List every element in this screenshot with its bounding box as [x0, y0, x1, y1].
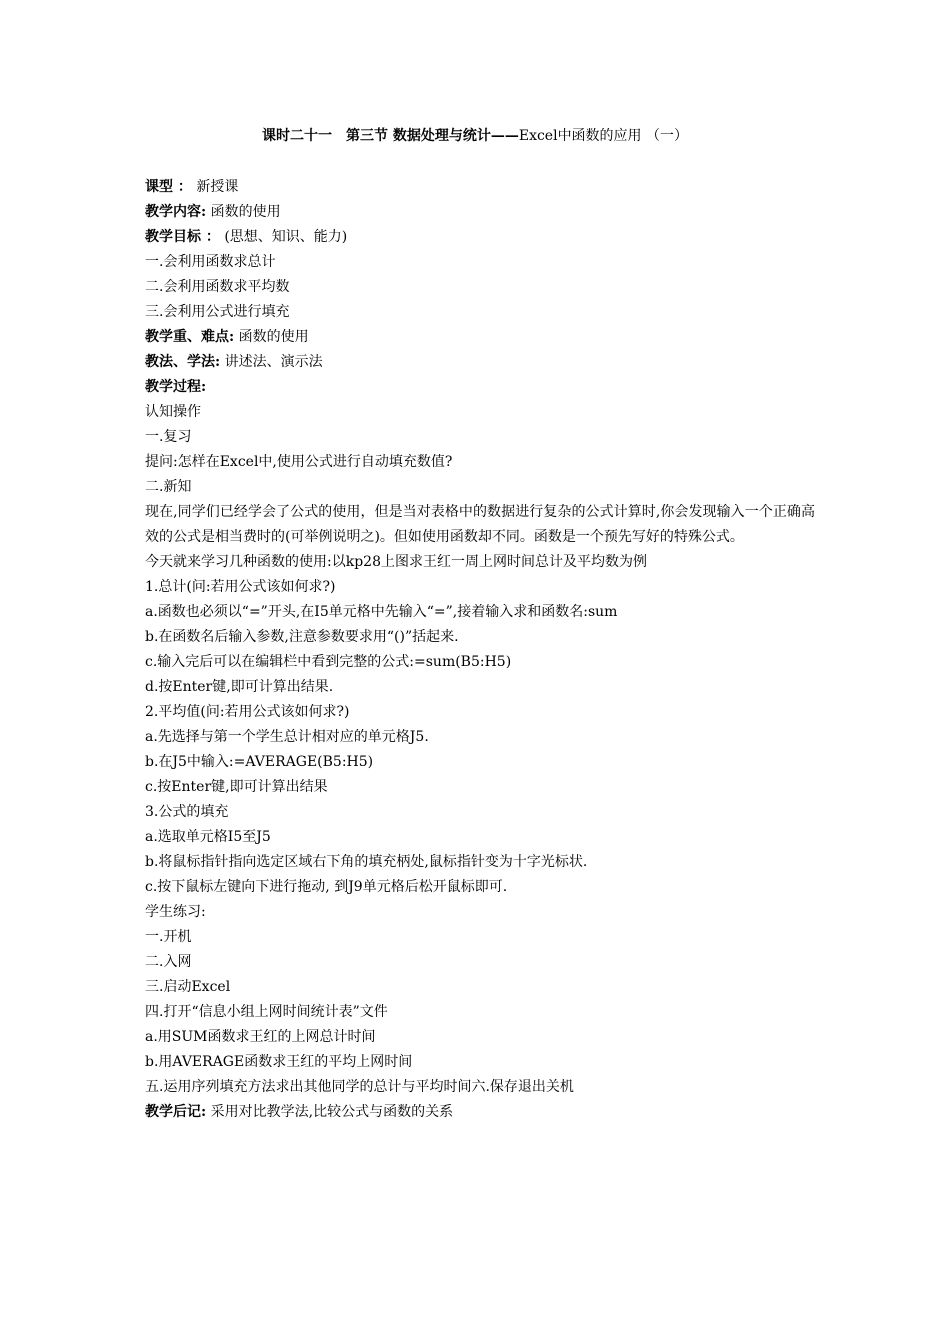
afterword-line — [145, 1100, 815, 1125]
lesson-type-label: 课型 ： — [145, 179, 192, 195]
process-line: b.在函数名后输入参数,注意参数要求用“()”括起来. — [145, 629, 459, 645]
lesson-goal-label: 教学目标 ： — [145, 229, 220, 245]
lesson-type-value: 新授课 — [196, 179, 239, 195]
teaching-method-line — [145, 350, 815, 375]
process-line: c.按Enter键,即可计算出结果 — [145, 779, 328, 795]
process-line: a.选取单元格I5至J5 — [145, 829, 271, 845]
process-line: 四.打开“信息小组上网时间统计表”文件 — [145, 1004, 388, 1020]
teaching-method-value: 讲述法、演示法 — [224, 354, 323, 370]
process-line: b.用AVERAGE函数求王红的平均上网时间 — [145, 1054, 413, 1070]
key-points-value: 函数的使用 — [238, 329, 309, 345]
process-line: 提问:怎样在Excel中,使用公式进行自动填充数值? — [145, 454, 453, 470]
key-points-line — [145, 325, 815, 350]
lesson-goal-line — [145, 225, 815, 250]
process-line: a.函数也必须以“=”开头,在I5单元格中先输入“=”,接着输入求和函数名:sum — [145, 604, 618, 620]
process-line: 今天就来学习几种函数的使用:以kp28上图求王红一周上网时间总计及平均数为例 — [145, 554, 647, 570]
title-normal-part: Excel中函数的应用 （一） — [518, 128, 689, 144]
process-line: 一.复习 — [145, 429, 192, 445]
goal-item: 二.会利用函数求平均数 — [145, 279, 290, 295]
process-line: a.用SUM函数求王红的上网总计时间 — [145, 1029, 376, 1045]
process-line: c.按下鼠标左键向下进行拖动, 到J9单元格后松开鼠标即可. — [145, 879, 508, 895]
document-body — [145, 175, 815, 1125]
process-line: 学生练习: — [145, 904, 206, 920]
process-line: 五.运用序列填充方法求出其他同学的总计与平均时间六.保存退出关机 — [145, 1079, 574, 1095]
afterword-value: 采用对比教学法,比较公式与函数的关系 — [210, 1104, 454, 1120]
process-line: d.按Enter键,即可计算出结果. — [145, 679, 334, 695]
lesson-goal-value: (思想、知识、能力) — [224, 229, 348, 245]
goal-item: 三.会利用公式进行填充 — [145, 304, 290, 320]
title-bold-part: 课时二十一 第三节 数据处理与统计—— — [261, 128, 519, 144]
teaching-process-heading: 教学过程: — [145, 379, 207, 395]
process-line: 二.入网 — [145, 954, 192, 970]
afterword-label: 教学后记: — [145, 1104, 207, 1120]
process-line: 3.公式的填充 — [145, 804, 229, 820]
process-line: 2.平均值(问:若用公式该如何求?) — [145, 704, 350, 720]
key-points-label: 教学重、难点: — [145, 329, 235, 345]
intro-paragraph: 现在,同学们已经学会了公式的使用，但是当对表格中的数据进行复杂的公式计算时,你会发现输入一个正确高效的公式是相当费时的(可举例说明之)。但如使用函数却不同。函数是一个预先写好的特殊公式。 — [145, 504, 815, 545]
lesson-content-value: 函数的使用 — [210, 204, 281, 220]
process-line: a.先选择与第一个学生总计相对应的单元格J5. — [145, 729, 429, 745]
document-title — [0, 126, 950, 146]
process-line: 三.启动Excel — [145, 979, 231, 995]
lesson-content-label: 教学内容: — [145, 204, 207, 220]
goal-item: 一.会利用函数求总计 — [145, 254, 276, 270]
process-line: 认知操作 — [145, 404, 201, 420]
process-line: 1.总计(问:若用公式该如何求?) — [145, 579, 336, 595]
process-line: 一.开机 — [145, 929, 192, 945]
process-line: b.将鼠标指针指向选定区域右下角的填充柄处,鼠标指针变为十字光标状. — [145, 854, 588, 870]
lesson-content-line — [145, 200, 815, 225]
process-line: c.输入完后可以在编辑栏中看到完整的公式:=sum(B5:H5) — [145, 654, 512, 670]
teaching-method-label: 教法、学法: — [145, 354, 221, 370]
lesson-type-line — [145, 175, 815, 200]
process-line: b.在J5中输入:=AVERAGE(B5:H5) — [145, 754, 374, 770]
process-line: 二.新知 — [145, 479, 192, 495]
